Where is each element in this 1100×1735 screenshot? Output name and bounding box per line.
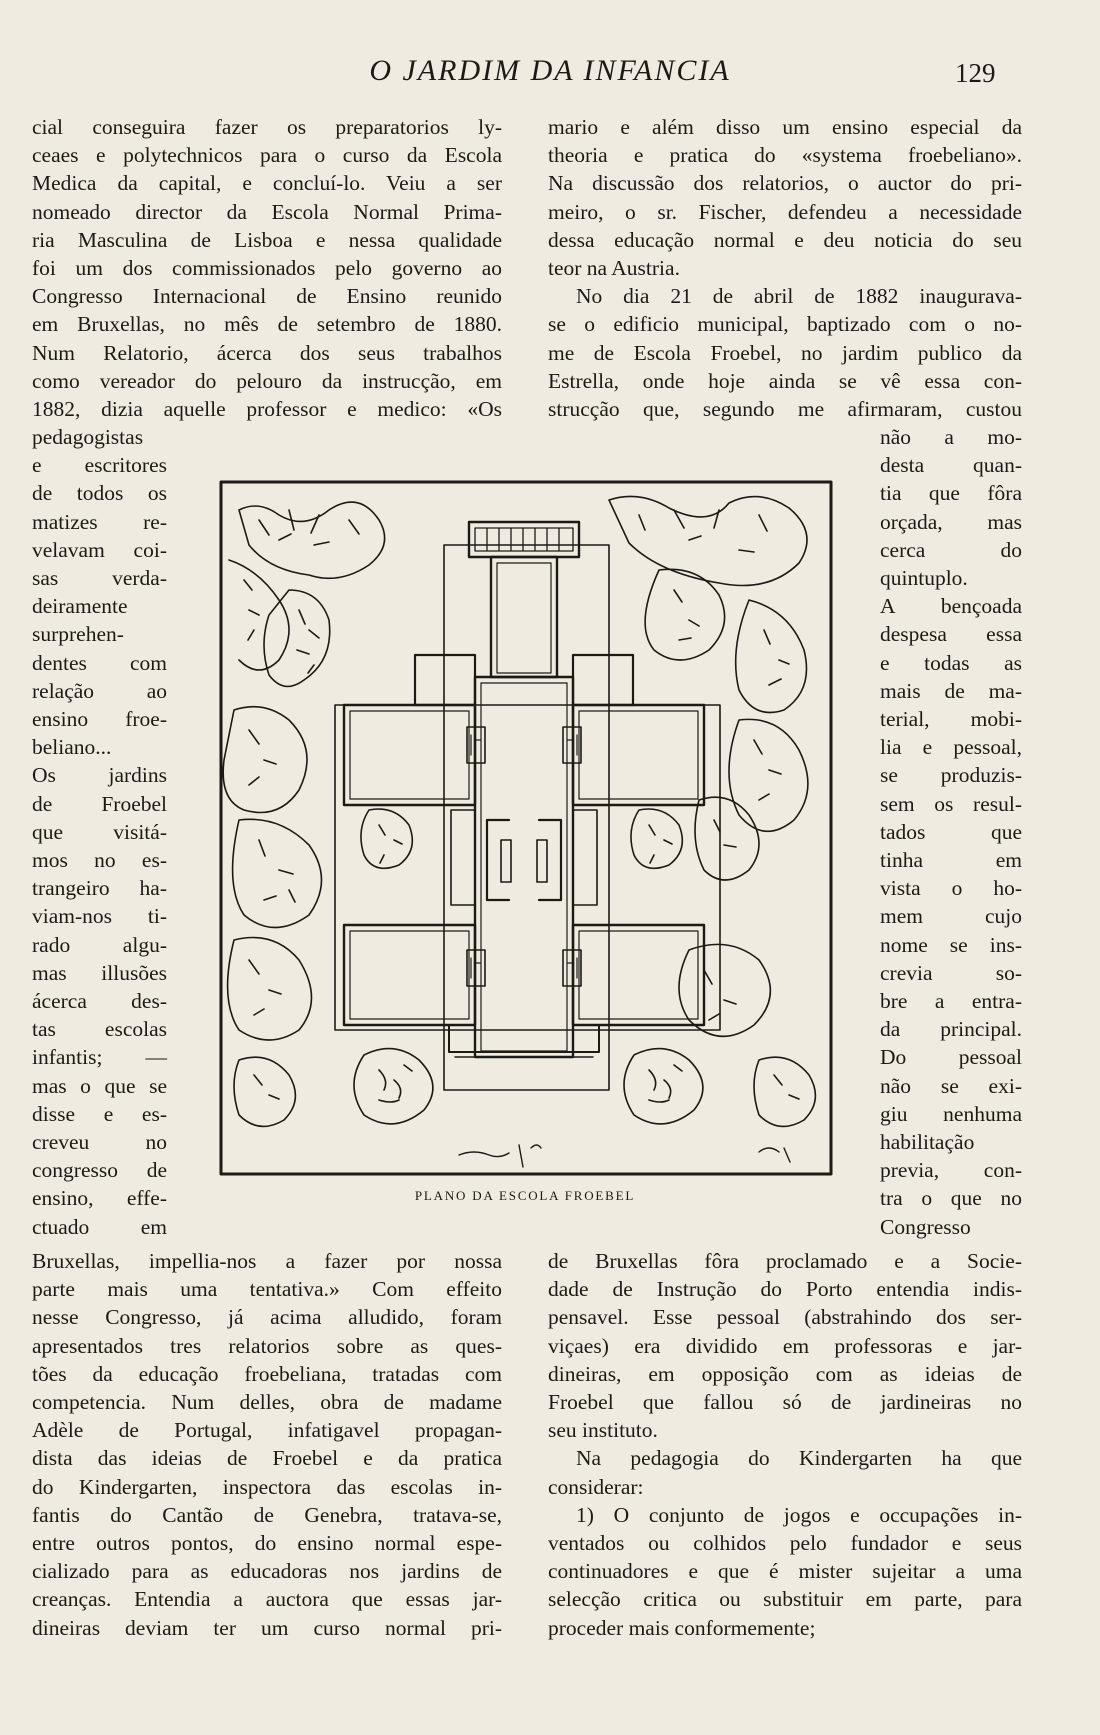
text-line: ensino froe- xyxy=(32,707,167,732)
text-line: Congresso Internacional de Ensino reunido xyxy=(32,284,502,309)
text-line: tinha em xyxy=(880,848,1022,873)
text-line: congresso de xyxy=(32,1158,167,1183)
text-line: teor na Austria. xyxy=(548,256,680,281)
text-line: que visitá- xyxy=(32,819,167,844)
text-line: nomeado director da Escola Normal Prima- xyxy=(32,199,502,224)
text-line: como vereador do pelouro da instrucção, em xyxy=(32,368,502,393)
text-line: vista o ho- xyxy=(880,876,1022,901)
text-line: se o edificio municipal, baptizado com o no- xyxy=(548,312,1022,337)
central-hall-markers xyxy=(451,810,597,905)
text-line: tas escolas xyxy=(32,1017,167,1042)
text-line: de todos os xyxy=(32,481,167,506)
garden-scribbles-bottom xyxy=(459,1145,790,1167)
text-line: nesse Congresso, já acima alludido, foram xyxy=(32,1305,502,1330)
text-line: crevia so- xyxy=(880,960,1022,985)
text-line: dentes com xyxy=(32,650,167,675)
text-line: ventados ou colhidos pelo fundador e seus xyxy=(548,1531,1022,1556)
text-line: strucção que, segundo me afirmaram, custou xyxy=(548,397,1022,422)
text-line: proceder mais conformemente; xyxy=(548,1615,816,1640)
text-line: ctuado em xyxy=(32,1214,167,1239)
text-line: mas o que se xyxy=(32,1073,167,1098)
text-line: Num Relatorio, ácerca dos seus trabalhos xyxy=(32,340,502,365)
left-column-top xyxy=(32,113,502,423)
text-line: lia e pessoal, xyxy=(880,735,1022,760)
garden-trees-bottom-left xyxy=(228,938,433,1127)
text-line: giu nenhuma xyxy=(880,1101,1022,1126)
text-line: dineiras, em opposição com as ideias de xyxy=(548,1361,1022,1386)
text-line: Na discussão dos relatorios, o auctor do pri- xyxy=(548,171,1022,196)
text-line: creanças. Entendia a auctora que essas jar- xyxy=(32,1587,502,1612)
text-line: Na pedagogia do Kindergarten ha que xyxy=(576,1446,1022,1471)
text-line: me de Escola Froebel, no jardim publico da xyxy=(548,340,1022,365)
text-line: nome se ins- xyxy=(880,932,1022,957)
text-line: beliano... xyxy=(32,735,112,760)
text-line: Congresso xyxy=(880,1214,971,1239)
text-line: Do pessoal xyxy=(880,1045,1022,1070)
text-line: fantis do Cantão de Genebra, tratava-se, xyxy=(32,1502,502,1527)
right-wing-upper-room xyxy=(563,655,704,805)
text-line: rado algu- xyxy=(32,932,167,957)
text-line: meiro, o sr. Fischer, defendeu a necessidade xyxy=(548,199,1022,224)
text-line: trangeiro ha- xyxy=(32,876,167,901)
text-line: tões da educação froebeliana, tratadas com xyxy=(32,1361,502,1386)
page-number: 129 xyxy=(955,58,996,88)
text-line: sas verda- xyxy=(32,566,167,591)
text-line: em Bruxellas, no mês de setembro de 1880. xyxy=(32,312,502,337)
text-line: velavam coi- xyxy=(32,537,167,562)
text-line: de Bruxellas fôra proclamado e a Socie- xyxy=(548,1249,1022,1273)
text-line: despesa essa xyxy=(880,622,1022,647)
text-line: surprehen- xyxy=(32,622,124,647)
left-wing-upper-room xyxy=(344,655,485,805)
text-line: Estrella, onde hoje ainda se vê essa con- xyxy=(548,368,1022,393)
text-line: não se exi- xyxy=(880,1073,1022,1098)
text-line: dineiras deviam ter um curso normal pri- xyxy=(32,1615,502,1640)
text-line: dade de Instrução do Porto entendia indis- xyxy=(548,1277,1022,1302)
text-line: se produzis- xyxy=(880,763,1022,788)
right-column-narrow xyxy=(880,423,1022,1241)
text-line: mos no es- xyxy=(32,848,167,873)
text-line: No dia 21 de abril de 1882 inaugurava- xyxy=(576,284,1022,309)
text-line: mas illusões xyxy=(32,960,167,985)
garden-trees-middle-left xyxy=(223,707,412,928)
text-line: A bençoada xyxy=(880,594,1022,619)
text-line: ensino, effe- xyxy=(32,1186,167,1211)
text-line: infantis; — xyxy=(32,1045,167,1070)
text-line: ria Masculina de Lisboa e nessa qualidade xyxy=(32,227,502,252)
running-title: O JARDIM DA INFANCIA xyxy=(369,54,731,87)
text-line: quintuplo. xyxy=(880,566,968,591)
text-line: orçada, mas xyxy=(880,509,1022,534)
text-line: sem os resul- xyxy=(880,791,1022,816)
left-wing-lower-room xyxy=(344,925,485,1025)
text-line: seu instituto. xyxy=(548,1418,658,1443)
text-line: bre a entra- xyxy=(880,989,1022,1014)
text-line: 1882, dizia aquelle professor e medico: «Os xyxy=(32,397,502,422)
text-line: e escritores xyxy=(32,453,167,478)
text-line: considerar: xyxy=(548,1474,644,1499)
text-line: apresentados tres relatorios sobre as ques- xyxy=(32,1333,502,1358)
right-column-top xyxy=(548,113,1022,423)
text-line: mario e além disso um ensino especial da xyxy=(548,115,1022,139)
text-line: creveu no xyxy=(32,1130,167,1155)
figure-caption: PLANO DA ESCOLA FROEBEL xyxy=(414,1188,636,1203)
text-line: Adèle de Portugal, infatigavel propagan- xyxy=(32,1418,502,1443)
text-line: da principal. xyxy=(880,1017,1022,1042)
text-line: selecção critica ou substituir em parte, para xyxy=(548,1587,1022,1612)
text-line: Bruxellas, impellia-nos a fazer por nossa xyxy=(32,1249,502,1273)
text-line: pensavel. Esse pessoal (abstrahindo dos ser- xyxy=(548,1305,1022,1330)
garden-trees-top-right xyxy=(609,496,807,712)
text-line: não a mo- xyxy=(880,425,1022,449)
text-line: Medica da capital, e concluí-lo. Veiu a ser xyxy=(32,171,502,196)
text-line: tados que xyxy=(880,819,1022,844)
text-line: mais de ma- xyxy=(880,678,1022,703)
text-line: habilitação xyxy=(880,1130,975,1155)
text-line: mem cujo xyxy=(880,904,1022,929)
text-line: cializado para as educadoras nos jardins de xyxy=(32,1559,502,1584)
garden-trees-top-left xyxy=(229,502,385,686)
text-line: Froebel que fallou só de jardineiras no xyxy=(548,1390,1022,1415)
right-column-bottom xyxy=(548,1247,1022,1642)
text-line: tia que fôra xyxy=(880,481,1022,506)
text-line: relação ao xyxy=(32,678,167,703)
text-line: dista das ideias de Froebel e da pratica xyxy=(32,1446,502,1471)
text-line: 1) O conjunto de jogos e occupações in- xyxy=(576,1502,1022,1527)
text-line: cial conseguira fazer os preparatorios ly- xyxy=(32,115,502,139)
text-line: e todas as xyxy=(880,650,1022,675)
text-line: do Kindergarten, inspectora das escolas in- xyxy=(32,1474,502,1499)
text-line: viçaes) era dividido em professoras e jar- xyxy=(548,1333,1022,1358)
text-line: tra o que no xyxy=(880,1186,1022,1211)
text-line: parte mais uma tentativa.» Com effeito xyxy=(32,1277,502,1302)
text-line: ácerca des- xyxy=(32,989,167,1014)
text-line: dessa educação normal e deu noticia do seu xyxy=(548,227,1022,252)
text-line: terial, mobi- xyxy=(880,707,1022,732)
text-line: theoria e pratica do «systema froebeliano». xyxy=(548,143,1022,168)
text-line: disse e es- xyxy=(32,1101,167,1126)
left-column-narrow xyxy=(32,423,167,1241)
text-line: foi um dos commissionados pelo governo ao xyxy=(32,256,502,281)
text-line: pedagogistas xyxy=(32,425,144,449)
text-line: viam-nos ti- xyxy=(32,904,167,929)
text-line: entre outros pontos, do ensino normal espe- xyxy=(32,1531,502,1556)
text-line: previa, con- xyxy=(880,1158,1022,1183)
text-line: desta quan- xyxy=(880,453,1022,478)
text-line: competencia. Num delles, obra de madame xyxy=(32,1390,502,1415)
left-column-bottom xyxy=(32,1247,502,1642)
text-line: ceaes e polytechnicos para o curso da Escola xyxy=(32,143,502,168)
text-line: de Froebel xyxy=(32,791,167,816)
text-line: continuadores e que é mister sujeitar a uma xyxy=(548,1559,1022,1584)
text-line: cerca do xyxy=(880,537,1022,562)
school-floor-plan-illustration xyxy=(219,480,834,1176)
text-line: Os jardins xyxy=(32,763,167,788)
text-line: deiramente xyxy=(32,594,128,619)
text-line: matizes re- xyxy=(32,509,167,534)
